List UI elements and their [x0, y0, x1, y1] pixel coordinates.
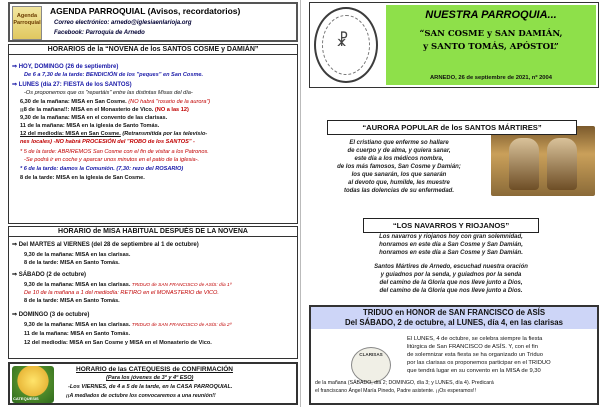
novena-hoy-day: ⇒ HOY, DOMINGO (26 de septiembre)	[12, 64, 119, 70]
catequesis-box	[8, 362, 298, 405]
masthead-title: NUESTRA PARROQUIA...	[425, 9, 557, 21]
clarisas-logo: CLARISAS	[351, 347, 391, 383]
novena-line-5: 12 del mediodía: MISA en San Cosme. (Retransmitida por las televisio-	[20, 131, 208, 137]
novena-line-10: 8 de la tarde: MISA en la iglesia de San Cosme.	[20, 175, 145, 181]
masthead-sub-1: “SAN COSME y SAN DAMIÁN,	[419, 29, 563, 39]
habitual-martes-day: ⇒ Del MARTES al VIERNES (del 28 de septiembre al 1 de octubre)	[12, 242, 199, 248]
triduo-line-4: por las clarisas os proponemos participar en el TRIDUO	[407, 360, 551, 366]
saints-image	[491, 126, 595, 196]
habitual-d3: 12 del mediodía: MISA en San Cosme y MISA en el Monasterio de Vico.	[24, 340, 212, 346]
catequesis-line-1: -Los VIERNES, de 4 a 5 de la tarde, en la CASA PARROQUIAL.	[68, 384, 233, 390]
habitual-s2: De 10 de la mañana a 1 del mediodía: RETIRO en el MONASTERIO de VICO.	[24, 290, 219, 296]
habitual-d1: 9,30 de la mañana: MISA en las clarisas. TRIDUO de SAN FRANCISCO de ASÍS: día 2º	[24, 322, 232, 328]
habitual-s3: 8 de la tarde: MISA en Santo Tomás.	[24, 298, 120, 304]
catequesis-line-2: ¡¡A mediados de octubre los convocaremos a una reunión!!	[66, 393, 216, 399]
triduo-line-3: de solemnizar esta fiesta se ha organizado un Triduo	[407, 352, 543, 358]
habitual-domingo-day: ⇒ DOMINGO (3 de octubre)	[12, 312, 90, 318]
agenda-email: Correo electrónico: arnedo@iglesiaenlarioja.org	[54, 20, 192, 26]
triduo-line-2: litúrgica de San FRANCISCO de ASÍS. Y, con el fin	[407, 344, 538, 350]
habitual-m2: 8 de la tarde: MISA en Santo Tomás.	[24, 260, 120, 266]
parish-masthead	[309, 2, 599, 88]
novena-line-8: -Se podrá ir en coche y aparcar unos minutos en el patio de la iglesia-.	[24, 157, 200, 163]
aurora-title: “AURORA POPULAR de los SANTOS MÁRTIRES”	[327, 120, 577, 135]
novena-line-1: 6,30 de la mañana: MISA en San Cosme. (NO habrá "rosario de la aurora")	[20, 99, 211, 105]
novena-line-2: ¡¡8 de la mañana!!: MISA en el Monasterio de Vico. (NO a las 12)	[20, 107, 189, 113]
novena-line-3: 9,30 de la mañana: MISA en el convento de las clarisas.	[20, 115, 168, 121]
novena-lunes-day: ⇒ LUNES (día 27: FIESTA de los SANTOS)	[12, 82, 132, 88]
catequesis-title: HORARIO de las CATEQUESIS de CONFIRMACIÓN	[76, 366, 233, 373]
triduo-line-7: el franciscano Ángel María Pinedo, Padre asistente. ¡¡Os esperamos!!	[315, 388, 476, 394]
habitual-title: HORARIO de MISA HABITUAL DESPUÉS DE LA NOVENA	[9, 227, 297, 237]
catequesis-sub: (Para los jóvenes de 3º y 4º ESO)	[106, 375, 194, 381]
novena-hoy-text: De 6 a 7,30 de la tarde: BENDICIÓN de los "peques" en San Cosme.	[24, 72, 204, 78]
agenda-facebook: Facebook: Parroquia de Arnedo	[54, 30, 145, 36]
novena-line-4: 11 de la mañana: MISA en la iglesia de Santo Tomás.	[20, 123, 160, 129]
triduo-line-5: que tendrá lugar en su convento en la MISA de 9,30	[407, 368, 541, 374]
navarros-title: “LOS NAVARROS Y RIOJANOS”	[363, 218, 539, 233]
novena-line-9: * 6 de la tarde: damos la Comunión. (7,30: rezo del ROSARIO)	[20, 166, 184, 172]
novena-lunes-intro: -Os proponemos que os "repartáis" entre las distintas Misas del día-	[24, 90, 193, 96]
agenda-title: AGENDA PARROQUIAL (Avisos, recordatorios)	[50, 6, 241, 16]
triduo-line-1: El LUNES, 4 de octubre, se celebra siempre la fiesta	[407, 336, 543, 342]
habitual-m1: 9,30 de la mañana: MISA en las clarisas.	[24, 252, 131, 258]
parish-seal-icon: ☧	[314, 7, 378, 83]
masthead-sub-2: y SANTO TOMÁS, APÓSTOL”	[423, 42, 559, 52]
catequesis-image	[12, 366, 54, 403]
agenda-logo: Agenda Parroquial	[12, 6, 42, 40]
masthead-date: ARNEDO, 26 de septiembre de 2021, nº 2004	[430, 75, 552, 81]
aurora-verses: El cristiano que enferme so hallare de cuerpo y de alma, y quiera sanar, este día a los médicos nombra, de los más famosos, San Cosme y Damián; los que sanarán, los que sanarán al devoto que, humilde, les muestre todas las dolencias de su enfermedad.	[337, 140, 461, 194]
novena-title: HORARIOS de la “NOVENA de los SANTOS COSME y DAMIÁN”	[9, 45, 297, 55]
triduo-line-6: de la mañana (SÁBADO, día 2; DOMINGO, día 3; y LUNES, día 4). Predicará	[315, 380, 494, 386]
habitual-s1: 9,30 de la mañana: MISA en las clarisas. TRIDUO de SAN FRANCISCO de ASÍS: día 1º	[24, 282, 232, 288]
triduo-title: TRIDUO en HONOR de SAN FRANCISCO de ASÍS Del SÁBADO, 2 de octubre, al LUNES, día 4, en las clarisas	[311, 307, 597, 329]
right-page: ☧ NUESTRA PARROQUIA... “SAN COSME y SAN DAMIÁN, y SANTO TOMÁS, APÓSTOL” ARNEDO, 26 de septiembre de 2021, nº 2004 “AURORA POPULAR de los SANTOS MÁRTIRES” El cristiano que enferme so hallare de cuerpo y de alma, y quiera sanar, este día a los médicos nombra, de los más famosos, San Cosme y Damián; los que sanarán, los que sanarán al devoto que, humilde, les muestre todas las dolencias de su enfermedad. “LOS NAVARROS Y RIOJANOS” Los navarros y riojanos hoy con gran solemnidad, honramos en este día a San Cosme y San Damián, honramos en este día a San Cosme y San Damián. Santos Mártires de Arnedo, escuchad nuestra oración y guiadnos por la senda, y guiadnos por la senda del camino de la Gloria que nos lleve junto a Dios, del camino de la Gloria que nos lleve junto a Dios. TRIDUO en HONOR de SAN FRANCISCO de ASÍS Del SÁBADO, 2 de octubre, al LUNES, día 4, en las clarisas CLARISAS El LUNES, 4 de octubre, se celebra siempre la fiesta litúrgica de San FRANCISCO de ASÍS. Y, con el fin de solemnizar esta fiesta se ha organizado un Triduo por las clarisas os proponemos participar en el TRIDUO que tendrá lugar en su convento en la MISA de 9,30 de la mañana (SÁBADO, día 2; DOMINGO, día 3; y LUNES, día 4). Predicará el franciscano Ángel María Pinedo, Padre asistente. ¡¡Os esperamos!!	[300, 0, 600, 407]
novena-line-7: * 5 de la tarde: ABRIREMOS San Cosme con el fin de visitar a los Patronos.	[20, 149, 209, 155]
triduo-box	[309, 305, 599, 405]
novena-line-6: nes locales) -NO habrá PROCESIÓN del "ROBO de los SANTOS" -	[20, 139, 195, 145]
masthead-green-panel	[386, 5, 596, 85]
agenda-header	[8, 2, 298, 42]
habitual-sabado-day: ⇒ SÁBADO (2 de octubre)	[12, 272, 87, 278]
habitual-d2: 11 de la mañana: MISA en Santo Tomás.	[24, 331, 130, 337]
